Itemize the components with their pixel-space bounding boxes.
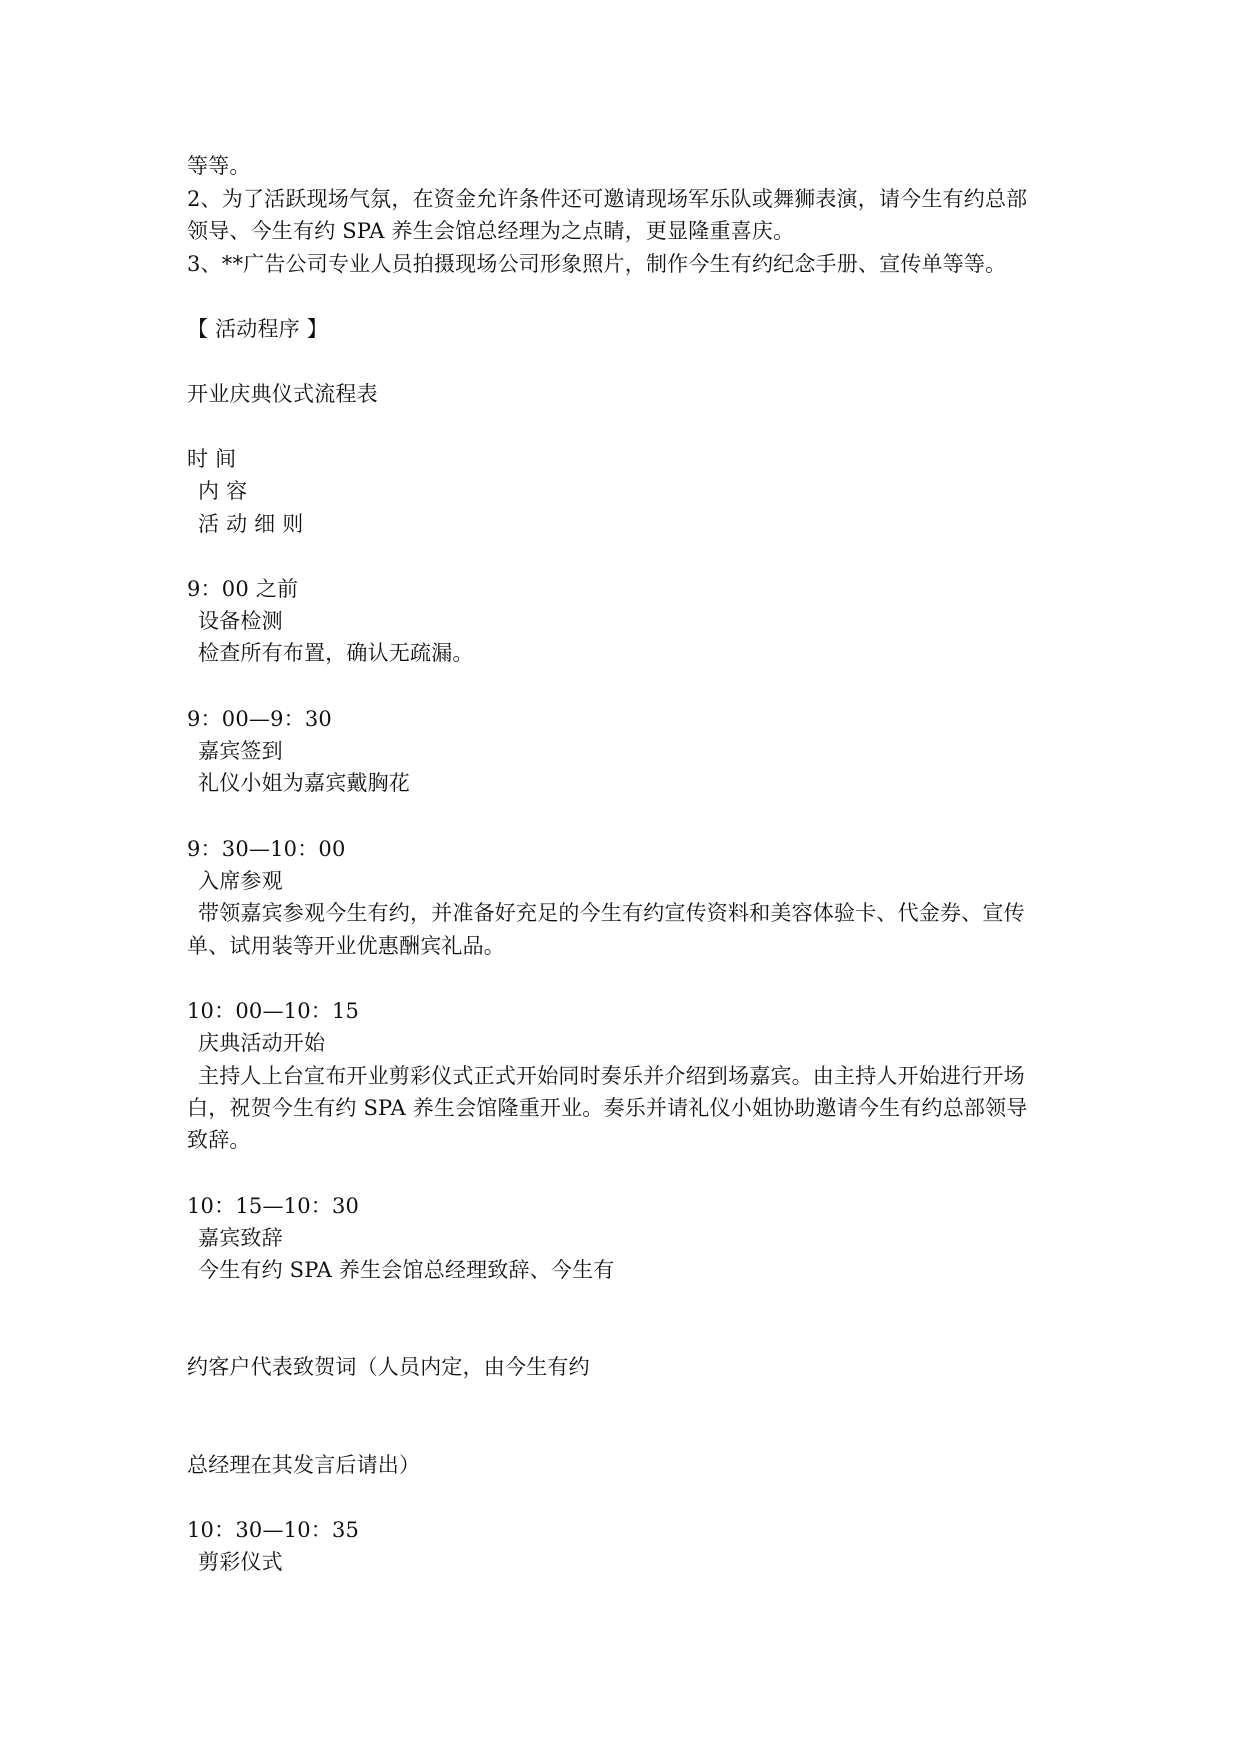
schedule-detail: 约客户代表致贺词（人员内定，由今生有约 (187, 1355, 590, 1379)
schedule-time: 9：00 之前 (187, 577, 299, 601)
schedule-time: 10：30—10：35 (187, 1518, 360, 1542)
schedule-content: 嘉宾签到 (198, 739, 283, 763)
schedule-content: 庆典活动开始 (198, 1031, 326, 1055)
schedule-detail: 致辞。 (187, 1128, 251, 1152)
schedule-detail: 今生有约 SPA 养生会馆总经理致辞、今生有 (198, 1258, 615, 1282)
section-heading: 【 活动程序 】 (187, 317, 328, 341)
item-3: 3、**广告公司专业人员拍摄现场公司形象照片，制作今生有约纪念手册、宣传单等等。 (187, 252, 1007, 276)
item-2-line-2: 领导、今生有约 SPA 养生会馆总经理为之点睛，更显隆重喜庆。 (187, 219, 795, 243)
schedule-content: 剪彩仪式 (198, 1550, 283, 1574)
schedule-detail: 单、试用装等开业优惠酬宾礼品。 (187, 934, 505, 958)
schedule-detail: 总经理在其发言后请出） (187, 1453, 421, 1477)
column-header-content: 内 容 (198, 479, 248, 503)
schedule-content: 入席参观 (198, 869, 283, 893)
schedule-time: 10：15—10：30 (187, 1194, 360, 1218)
item-2-line-1: 2、为了活跃现场气氛，在资金允许条件还可邀请现场军乐队或舞狮表演，请今生有约总部 (187, 187, 1028, 211)
column-header-time: 时 间 (187, 447, 237, 471)
schedule-detail: 白，祝贺今生有约 SPA 养生会馆隆重开业。奏乐并请礼仪小姐协助邀请今生有约总部领导 (187, 1096, 1028, 1120)
intro-line: 等等。 (187, 154, 251, 178)
schedule-content: 嘉宾致辞 (198, 1226, 283, 1250)
column-header-detail: 活 动 细 则 (198, 512, 304, 536)
table-title: 开业庆典仪式流程表 (187, 382, 378, 406)
schedule-detail: 带领嘉宾参观今生有约，并准备好充足的今生有约宣传资料和美容体验卡、代金券、宣传 (198, 901, 1025, 925)
schedule-detail: 主持人上台宣布开业剪彩仪式正式开始同时奏乐并介绍到场嘉宾。由主持人开始进行开场 (198, 1064, 1025, 1088)
schedule-time: 10：00—10：15 (187, 999, 360, 1023)
schedule-detail: 礼仪小姐为嘉宾戴胸花 (198, 771, 410, 795)
schedule-time: 9：00—9：30 (187, 707, 332, 731)
schedule-content: 设备检测 (198, 609, 283, 633)
schedule-time: 9：30—10：00 (187, 837, 346, 861)
schedule-detail: 检查所有布置，确认无疏漏。 (198, 641, 474, 665)
